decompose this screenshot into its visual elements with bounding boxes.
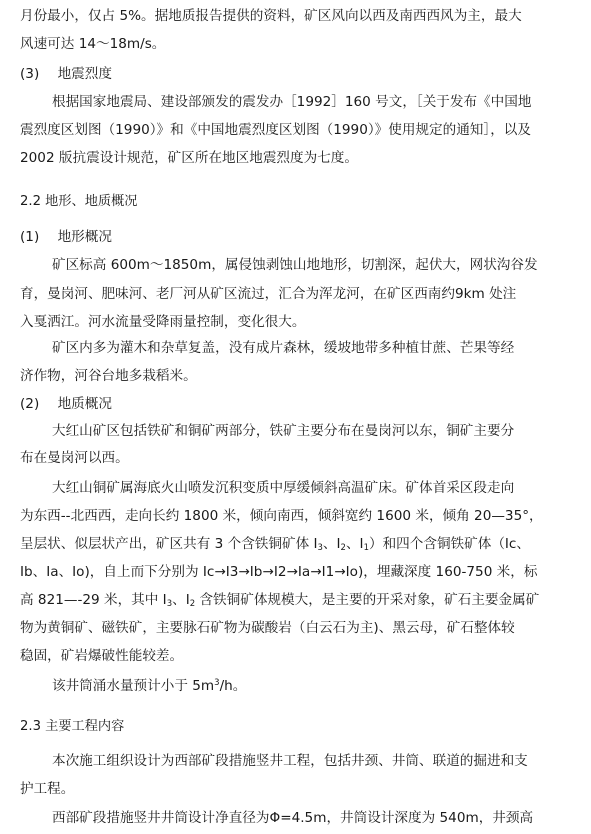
text-line: 2002 版抗震设计规范，矿区所在地区地震烈度为七度。 [20, 150, 358, 166]
text-line: 稳固，矿岩爆破性能较差。 [20, 648, 184, 664]
text-line: 风速可达 14～18m/s。 [20, 36, 166, 52]
text-line: 西部矿段措施竖井井筒设计净直径为Φ=4.5m，井筒设计深度为 540m，井颈高 [52, 810, 534, 826]
text-line: 育，曼岗河、肥味河、老厂河从矿区流过，汇合为浑龙河，在矿区西南约9km 处注 [20, 286, 517, 302]
subscript: 2 [340, 543, 346, 553]
text-line: 济作物，河谷台地多栽稻米。 [20, 368, 197, 384]
text-line: 矿区标高 600m～1850m，属侵蚀剥蚀山地地形，切割深，起伏大，网状沟谷发 [52, 257, 538, 273]
text-run: /h。 [219, 678, 247, 694]
text-run: 含铁铜矿体规模大，是主要的开采对象，矿石主要金属矿 [195, 592, 540, 608]
text-line: 布在曼岗河以西。 [20, 450, 129, 466]
subheading-number: (3) [20, 66, 40, 82]
text-run: 、I [172, 592, 190, 608]
text-line: 物为黄铜矿、磁铁矿，主要脉石矿物为碳酸岩（白云石为主)、黑云母，矿石整体较 [20, 620, 515, 636]
text-run: 该井筒涌水量预计小于 5m [52, 678, 215, 694]
section-title-2-2: 2.2 地形、地质概况 [20, 194, 138, 209]
subheading-terrain [20, 231, 112, 245]
text-run: 、I [345, 536, 364, 552]
subheading-number: (2) [20, 396, 40, 412]
text-line [20, 594, 539, 609]
text-line: Ib、Ia、Io)，自上而下分别为 Ic→I3→Ib→I2→Ia→I1→Io)，埋藏深度 160-750 米，标 [20, 564, 538, 580]
subheading-seismic [20, 68, 112, 82]
text-line: 大红山铜矿属海底火山喷发沉积变质中厚缓倾斜高温矿床。矿体首采区段走向 [52, 480, 515, 496]
text-line: 震烈度区划图（1990）》和《中国地震烈度区划图（1990）》使用规定的通知］，以及 [20, 122, 531, 138]
text-line: 入戛洒江。河水流量受降雨量控制，变化很大。 [20, 314, 306, 330]
text-run: ）和四个含铜铁矿体（Ic、 [368, 536, 530, 552]
subheading-geology [20, 398, 112, 412]
subheading-label: 地质概况 [57, 396, 112, 412]
subscript: 3 [317, 543, 323, 553]
text-line: 矿区内多为灌木和杂草复盖，没有成片森林，缓坡地带多种植甘蔗、芒果等经 [52, 340, 515, 356]
superscript: 3 [214, 678, 220, 688]
text-line: 根据国家地震局、建设部颁发的震发办［1992］160 号文，［关于发布《中国地 [52, 94, 532, 110]
text-line: 本次施工组织设计为西部矿段措施竖井工程，包括井颈、井筒、联道的掘进和支 [52, 753, 528, 769]
text-run: 、I [322, 536, 341, 552]
subheading-number: (1) [20, 229, 40, 245]
text-run: 呈层状、似层状产出，矿区共有 3 个含铁铜矿体 I [20, 536, 318, 552]
text-run: 高 821—-29 米，其中 I [20, 592, 167, 608]
text-line [52, 679, 246, 694]
subheading-label: 地震烈度 [57, 66, 112, 82]
subscript: 2 [189, 599, 196, 609]
section-title-2-3: 2.3 主要工程内容 [20, 719, 125, 734]
text-line: 大红山矿区包括铁矿和铜矿两部分，铁矿主要分布在曼岗河以东，铜矿主要分 [52, 423, 515, 439]
text-line: 月份最小，仅占 5%。据地质报告提供的资料，矿区风向以西及南西西风为主，最大 [20, 8, 522, 24]
subheading-label: 地形概况 [57, 229, 112, 245]
subscript: 1 [363, 543, 369, 553]
subscript: 3 [166, 599, 173, 609]
text-line: 护工程。 [20, 781, 75, 797]
text-line [20, 538, 530, 553]
text-line: 为东西--北西西，走向长约 1800 米，倾向南西，倾斜宽约 1600 米，倾角 20—35°， [20, 508, 543, 524]
